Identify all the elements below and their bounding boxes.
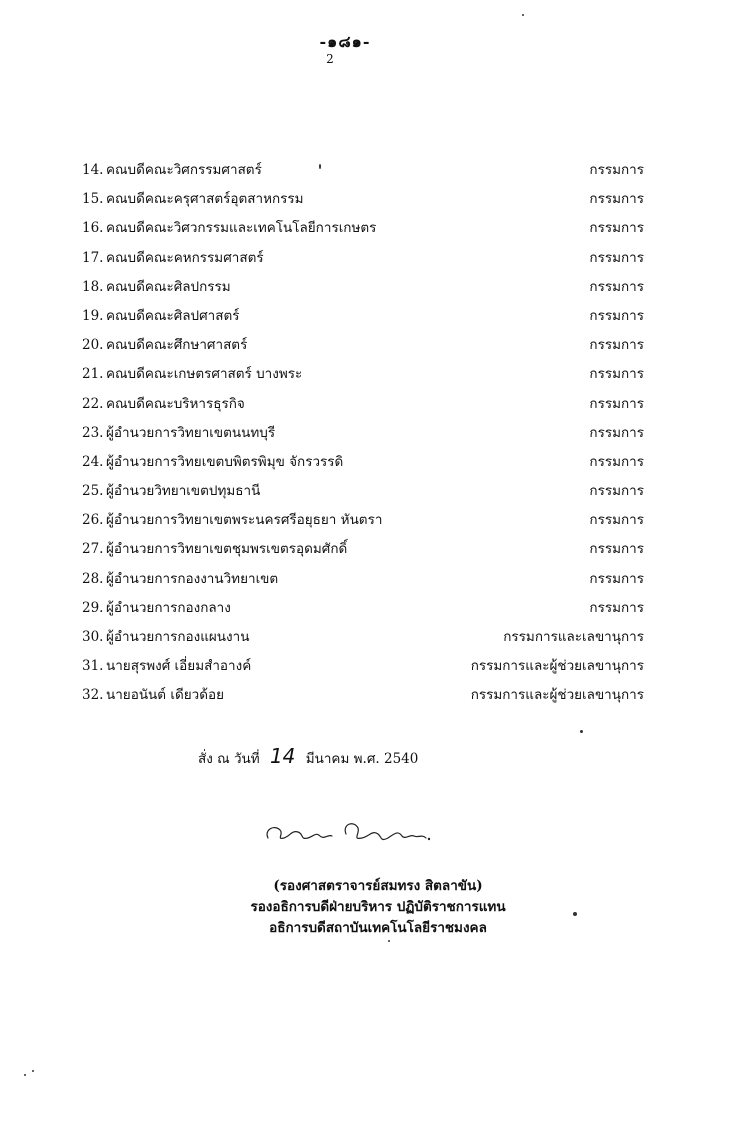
member-name: นายอนันต์ เดียวด้อย — [106, 687, 224, 704]
item-number: 21. — [82, 366, 104, 383]
list-item — [82, 477, 644, 506]
member-role: กรรมการ — [589, 337, 644, 354]
member-name: ผู้อำนวยการกองแผนงาน — [106, 629, 250, 645]
member-name: ผู้อำนวยการวิทยาเขตพระนครศรีอยุธยา หันตรา — [106, 512, 383, 529]
member-name: คณบดีคณะวิศวกรรมและเทคโนโลยีการเกษตร — [106, 220, 377, 237]
handwritten-day: 14 — [269, 744, 296, 768]
member-role: กรรมการ — [589, 191, 644, 208]
list-item — [82, 214, 644, 243]
list-item — [82, 331, 644, 360]
member-role: กรรมการ — [589, 278, 644, 295]
list-item — [82, 390, 644, 419]
list-item — [82, 360, 644, 389]
order-date-month-year: มีนาคม พ.ศ. 2540 — [305, 751, 419, 767]
member-name: ผู้อำนวยการกองกลาง — [106, 599, 231, 616]
order-date-line — [198, 744, 418, 769]
member-name: คณบดีคณะศึกษาศาสตร์ — [106, 337, 248, 354]
scan-speck — [319, 164, 321, 169]
member-role: กรรมการ — [589, 453, 644, 470]
member-role: กรรมการ — [589, 162, 644, 178]
item-number: 25. — [82, 483, 104, 500]
member-role: กรรมการ — [589, 541, 644, 558]
item-number: 23. — [82, 424, 104, 441]
list-item — [82, 448, 644, 477]
scan-speck — [573, 912, 577, 916]
list-item — [82, 652, 644, 681]
list-item — [82, 594, 644, 623]
item-number: 18. — [82, 278, 104, 295]
member-role: กรรมการ — [589, 220, 644, 237]
member-name: คณบดีคณะเกษตรศาสตร์ บางพระ — [106, 366, 303, 383]
member-name: คณบดีคณะครุศาสตร์อุตสาหกรรม — [106, 191, 304, 208]
committee-member-list — [82, 156, 644, 711]
signer-institution: อธิการบดีสถาบันเทคโนโลยีราชมงคล — [269, 920, 487, 936]
item-number: 16. — [82, 220, 104, 237]
thai-page-number: -๑๘๑- — [319, 32, 371, 51]
item-number: 19. — [82, 307, 104, 324]
member-role: กรรมการ — [589, 249, 644, 266]
list-item — [82, 185, 644, 214]
item-number: 17. — [82, 249, 104, 266]
item-number: 15. — [82, 191, 104, 208]
scan-speck — [32, 1070, 34, 1072]
item-number: 29. — [82, 599, 104, 616]
signer-name: (รองศาสตราจารย์สมทรง สิตลาขัน) — [273, 878, 483, 894]
member-name: ผู้อำนวยวิทยาเขตปทุมธานี — [106, 483, 261, 500]
member-role: กรรมการ — [589, 483, 644, 500]
item-number: 22. — [82, 395, 104, 412]
list-item — [82, 156, 644, 185]
list-item — [82, 506, 644, 535]
list-item — [82, 419, 644, 448]
member-role: กรรมการและผู้ช่วยเลขานุการ — [470, 658, 644, 675]
member-role: กรรมการ — [589, 307, 644, 324]
item-number: 20. — [82, 337, 104, 354]
item-number: 31. — [82, 658, 104, 675]
scan-speck — [24, 1074, 26, 1076]
item-number: 26. — [82, 512, 104, 529]
scan-speck — [522, 14, 524, 16]
item-number: 24. — [82, 453, 104, 470]
item-number: 30. — [82, 629, 104, 645]
member-role: กรรมการ — [589, 512, 644, 529]
handwritten-signature — [262, 812, 432, 852]
list-item — [82, 623, 644, 652]
page-number: 2 — [326, 52, 334, 66]
member-role: กรรมการและผู้ช่วยเลขานุการ — [470, 687, 644, 704]
item-number: 32. — [82, 687, 104, 704]
member-name: คณบดีคณะศิลปกรรม — [106, 278, 231, 295]
member-role: กรรมการ — [589, 366, 644, 383]
member-role: กรรมการ — [589, 570, 644, 587]
scan-speck — [388, 940, 390, 942]
list-item — [82, 681, 644, 710]
member-name: ผู้อำนวยการวิทยาเขตชุมพรเขตรอุดมศักดิ์ — [106, 541, 348, 558]
member-role: กรรมการ — [589, 424, 644, 441]
member-name: นายสุรพงศ์ เอี่ยมสำอางค์ — [106, 658, 252, 675]
member-name: ผู้อำนวยการวิทยาเขตนนทบุรี — [106, 424, 276, 441]
list-item — [82, 273, 644, 302]
signer-block — [218, 876, 538, 939]
member-role: กรรมการ — [589, 395, 644, 412]
member-role: กรรมการและเลขานุการ — [503, 629, 644, 645]
list-item — [82, 535, 644, 564]
list-item — [82, 565, 644, 594]
item-number: 14. — [82, 162, 104, 178]
member-name: คณบดีคณะศิลปศาสตร์ — [106, 307, 240, 324]
member-name: คณบดีคณะวิศกรรมศาสตร์ — [106, 162, 262, 178]
list-item — [82, 244, 644, 273]
list-item — [82, 302, 644, 331]
item-number: 28. — [82, 570, 104, 587]
item-number: 27. — [82, 541, 104, 558]
member-name: คณบดีคณะบริหารธุรกิจ — [106, 395, 245, 412]
member-name: ผู้อำนวยการกองงานวิทยาเขต — [106, 570, 279, 587]
order-date-prefix: สั่ง ณ วันที่ — [198, 751, 260, 767]
signer-position: รองอธิการบดีฝ่ายบริหาร ปฏิบัติราชการแทน — [250, 899, 506, 915]
member-name: คณบดีคณะคหกรรมศาสตร์ — [106, 249, 264, 266]
member-name: ผู้อำนวยการวิทยเขตบพิตรพิมุข จักรวรรดิ — [106, 453, 344, 470]
scan-speck — [580, 730, 583, 733]
member-role: กรรมการ — [589, 599, 644, 616]
